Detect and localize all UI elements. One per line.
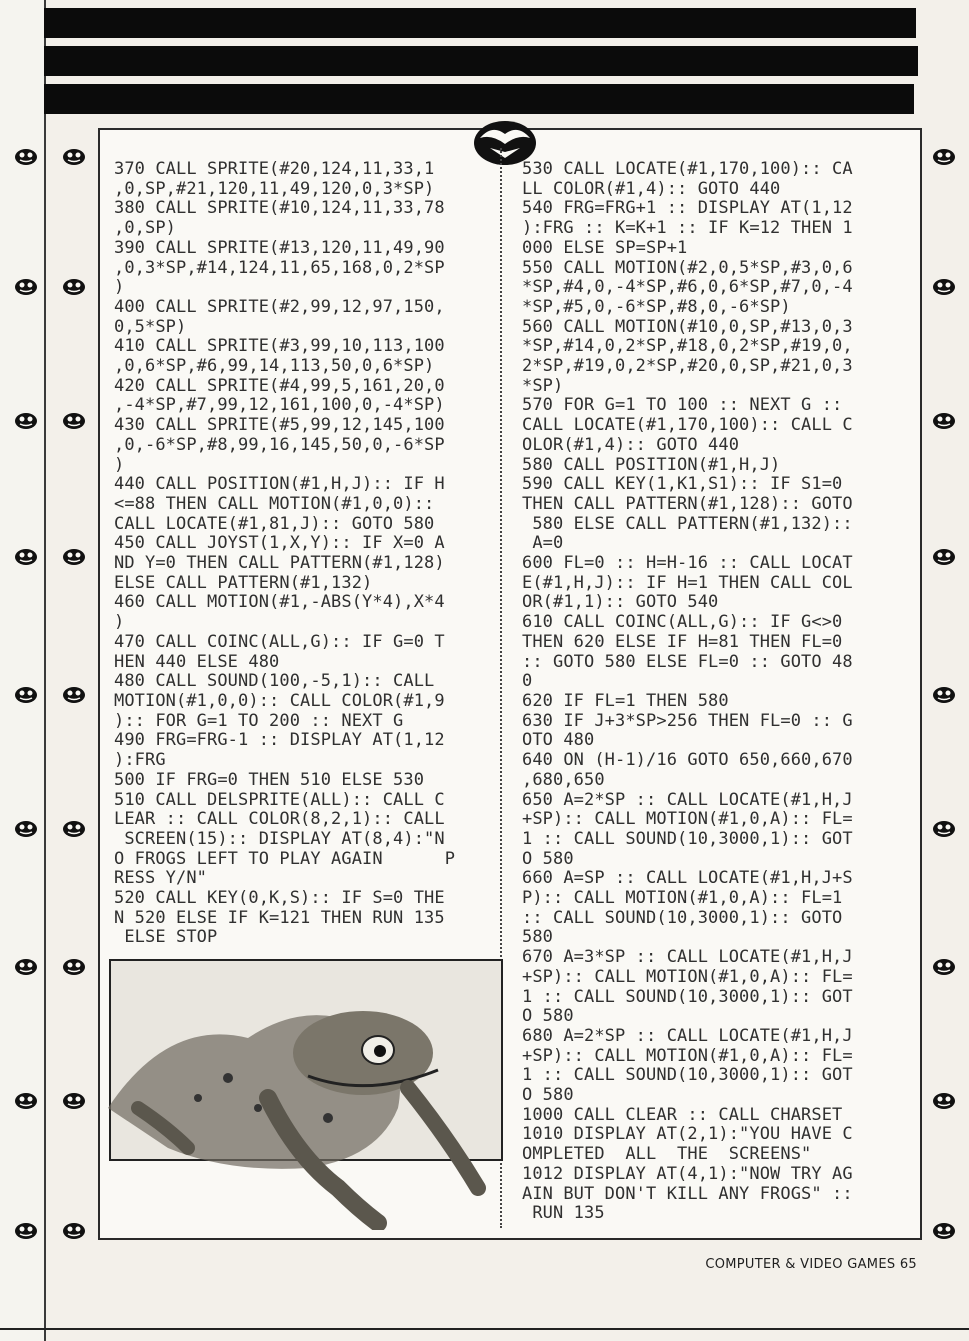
code-line: ,0,SP) [114,218,177,239]
code-line: MOTION(#1,0,0):: CALL COLOR(#1,9 [114,690,445,711]
frog-motif-icon [932,278,956,296]
code-line: HEN 440 ELSE 480 [114,651,280,672]
code-line: OR(#1,1):: GOTO 540 [522,592,719,613]
code-line: ELSE STOP [114,927,218,948]
code-line: 440 CALL POSITION(#1,H,J):: IF H [114,474,445,495]
code-line: ELSE CALL PATTERN(#1,132) [114,572,373,593]
code-line: 550 CALL MOTION(#2,0,5*SP,#3,0,6 [522,257,853,278]
code-line: ):FRG [114,750,166,771]
code-line: 2*SP,#19,0,2*SP,#20,0,SP,#21,0,3 [522,356,853,377]
code-line: ):: FOR G=1 TO 200 :: NEXT G [114,710,404,731]
code-line: OTO 480 [522,730,595,751]
code-line: 670 A=3*SP :: CALL LOCATE(#1,H,J [522,947,853,968]
frog-motif-icon [14,820,38,838]
code-line: 400 CALL SPRITE(#2,99,12,97,150, [114,296,445,317]
code-line: ,0,6*SP,#6,99,14,113,50,0,6*SP) [114,356,435,377]
code-line: LEAR :: CALL COLOR(8,2,1):: CALL [114,809,445,830]
code-line: CALL LOCATE(#1,170,100):: CALL C [522,415,853,436]
code-line: O 580 [522,1006,574,1027]
code-line: OMPLETED ALL THE SCREENS" [522,1144,812,1165]
code-line: 460 CALL MOTION(#1,-ABS(Y*4),X*4 [114,592,445,613]
code-line: A=0 [522,533,564,554]
frog-motif-icon [62,548,86,566]
code-line: SCREEN(15):: DISPLAY AT(8,4):"N [114,828,445,849]
code-line: 500 IF FRG=0 THEN 510 ELSE 530 [114,769,425,790]
frog-motif-icon [932,686,956,704]
code-line: 600 FL=0 :: H=H-16 :: CALL LOCAT [522,553,853,574]
page-number: 65 [899,1257,917,1272]
code-line: 630 IF J+3*SP>256 THEN FL=0 :: G [522,710,853,731]
code-line: 420 CALL SPRITE(#4,99,5,161,20,0 [114,375,445,396]
frog-motif-icon [14,148,38,166]
code-line: 410 CALL SPRITE(#3,99,10,113,100 [114,336,445,357]
code-line: ,680,650 [522,769,605,790]
code-listing-left [114,160,455,948]
code-line: RUN 135 [522,1203,605,1224]
code-line: 540 FRG=FRG+1 :: DISPLAY AT(1,12 [522,198,853,219]
code-line: 580 CALL POSITION(#1,H,J) [522,454,781,475]
code-line: 380 CALL SPRITE(#10,124,11,33,78 [114,198,445,219]
frog-motif-icon [932,958,956,976]
code-line: 480 CALL SOUND(100,-5,1):: CALL [114,671,435,692]
frog-motif-icon [932,148,956,166]
frog-motif-icon [14,958,38,976]
code-line: 490 FRG=FRG-1 :: DISPLAY AT(1,12 [114,730,445,751]
code-line: 510 CALL DELSPRITE(ALL):: CALL C [114,789,445,810]
code-line: 1012 DISPLAY AT(4,1):"NOW TRY AG [522,1163,853,1184]
frog-motif-icon [932,548,956,566]
frog-motif-icon [62,958,86,976]
frog-motif-icon [14,278,38,296]
frog-motif-icon [62,686,86,704]
code-line: :: CALL SOUND(10,3000,1):: GOTO [522,907,843,928]
header-stripe [44,46,918,76]
code-line: 590 CALL KEY(1,K1,S1):: IF S1=0 [522,474,843,495]
code-line: CALL LOCATE(#1,81,J):: GOTO 580 [114,513,435,534]
code-line: ,0,3*SP,#14,124,11,65,168,0,2*SP [114,257,445,278]
code-line: *SP,#4,0,-4*SP,#6,0,6*SP,#7,0,-4 [522,277,853,298]
code-line: O 580 [522,848,574,869]
frog-motif-icon [932,1222,956,1240]
code-line: +SP):: CALL MOTION(#1,0,A):: FL= [522,1045,853,1066]
code-line: 530 CALL LOCATE(#1,170,100):: CA [522,159,853,179]
code-line: 580 ELSE CALL PATTERN(#1,132):: [522,513,853,534]
code-line: O FROGS LEFT TO PLAY AGAIN P [114,848,456,869]
code-line: THEN CALL PATTERN(#1,128):: GOTO [522,493,853,514]
code-line: 470 CALL COINC(ALL,G):: IF G=0 T [114,631,445,652]
frog-motif-icon [14,548,38,566]
code-line: 660 A=SP :: CALL LOCATE(#1,H,J+S [522,868,853,889]
code-line: +SP):: CALL MOTION(#1,0,A):: FL= [522,966,853,987]
code-line: N 520 ELSE IF K=121 THEN RUN 135 [114,907,445,928]
frog-motif-icon [932,820,956,838]
frog-motif-icon [14,1222,38,1240]
code-line: 1 :: CALL SOUND(10,3000,1):: GOT [522,1065,853,1086]
code-line: *SP,#5,0,-6*SP,#8,0,-6*SP) [522,296,791,317]
code-line: 370 CALL SPRITE(#20,124,11,33,1 [114,159,435,179]
code-line: 450 CALL JOYST(1,X,Y):: IF X=0 A [114,533,445,554]
code-line: ) [114,454,125,475]
code-line: ,0,-6*SP,#8,99,16,145,50,0,-6*SP [114,434,445,455]
code-line: <=88 THEN CALL MOTION(#1,0,0):: [114,493,435,514]
frog-motif-icon [14,686,38,704]
code-line: P):: CALL MOTION(#1,0,A):: FL=1 [522,888,843,909]
code-listing-right [522,160,853,1224]
frog-motif-icon [62,1092,86,1110]
code-line: 640 ON (H-1)/16 GOTO 650,660,670 [522,750,853,771]
code-line: ) [114,277,125,298]
page-footer [705,1257,917,1272]
code-line: 1 :: CALL SOUND(10,3000,1):: GOT [522,828,853,849]
code-line: OLOR(#1,4):: GOTO 440 [522,434,740,455]
code-line: O 580 [522,1085,574,1106]
code-line: LL COLOR(#1,4):: GOTO 440 [522,178,781,199]
frog-motif-icon [14,412,38,430]
code-line: *SP) [522,375,564,396]
frog-motif-icon [62,148,86,166]
header-stripe [44,84,914,114]
code-line: 0,5*SP) [114,316,187,337]
code-line: AIN BUT DON'T KILL ANY FROGS" :: [522,1183,853,1204]
code-line: 580 [522,927,554,948]
frog-motif-icon [932,1092,956,1110]
frog-motif-icon [14,1092,38,1110]
bottom-rule [0,1328,969,1330]
code-line: 650 A=2*SP :: CALL LOCATE(#1,H,J [522,789,853,810]
code-line: 1 :: CALL SOUND(10,3000,1):: GOT [522,986,853,1007]
code-line: 430 CALL SPRITE(#5,99,12,145,100 [114,415,445,436]
code-line: *SP,#14,0,2*SP,#18,0,2*SP,#19,0, [522,336,853,357]
frog-motif-icon [62,820,86,838]
code-line: E(#1,H,J):: IF H=1 THEN CALL COL [522,572,853,593]
code-line: ,0,SP,#21,120,11,49,120,0,3*SP) [114,178,435,199]
code-line: RESS Y/N" [114,868,208,889]
code-line: 520 CALL KEY(0,K,S):: IF S=0 THE [114,888,445,909]
code-line: 570 FOR G=1 TO 100 :: NEXT G :: [522,395,843,416]
code-line: ):FRG :: K=K+1 :: IF K=12 THEN 1 [522,218,853,239]
code-line: ND Y=0 THEN CALL PATTERN(#1,128) [114,553,445,574]
code-line: ) [114,612,125,633]
code-line: 560 CALL MOTION(#10,0,SP,#13,0,3 [522,316,853,337]
code-line: 680 A=2*SP :: CALL LOCATE(#1,H,J [522,1025,853,1046]
code-line: 1010 DISPLAY AT(2,1):"YOU HAVE C [522,1124,853,1145]
code-line: 620 IF FL=1 THEN 580 [522,690,729,711]
code-line: THEN 620 ELSE IF H=81 THEN FL=0 [522,631,843,652]
code-line: 1000 CALL CLEAR :: CALL CHARSET [522,1104,843,1125]
frog-illustration [108,958,504,1230]
code-line: ,-4*SP,#7,99,12,161,100,0,-4*SP) [114,395,445,416]
magazine-name: COMPUTER & VIDEO GAMES [705,1257,896,1272]
header-stripe [44,8,916,38]
code-line: 0 [522,671,533,692]
binding-edge [0,0,46,1341]
frog-motif-icon [62,1222,86,1240]
frog-motif-icon [932,412,956,430]
frog-motif-icon [62,278,86,296]
code-line: 390 CALL SPRITE(#13,120,11,49,90 [114,237,445,258]
frog-motif-icon [62,412,86,430]
code-line: 000 ELSE SP=SP+1 [522,237,688,258]
code-line: :: GOTO 580 ELSE FL=0 :: GOTO 48 [522,651,853,672]
code-line: +SP):: CALL MOTION(#1,0,A):: FL= [522,809,853,830]
code-line: 610 CALL COINC(ALL,G):: IF G<>0 [522,612,843,633]
